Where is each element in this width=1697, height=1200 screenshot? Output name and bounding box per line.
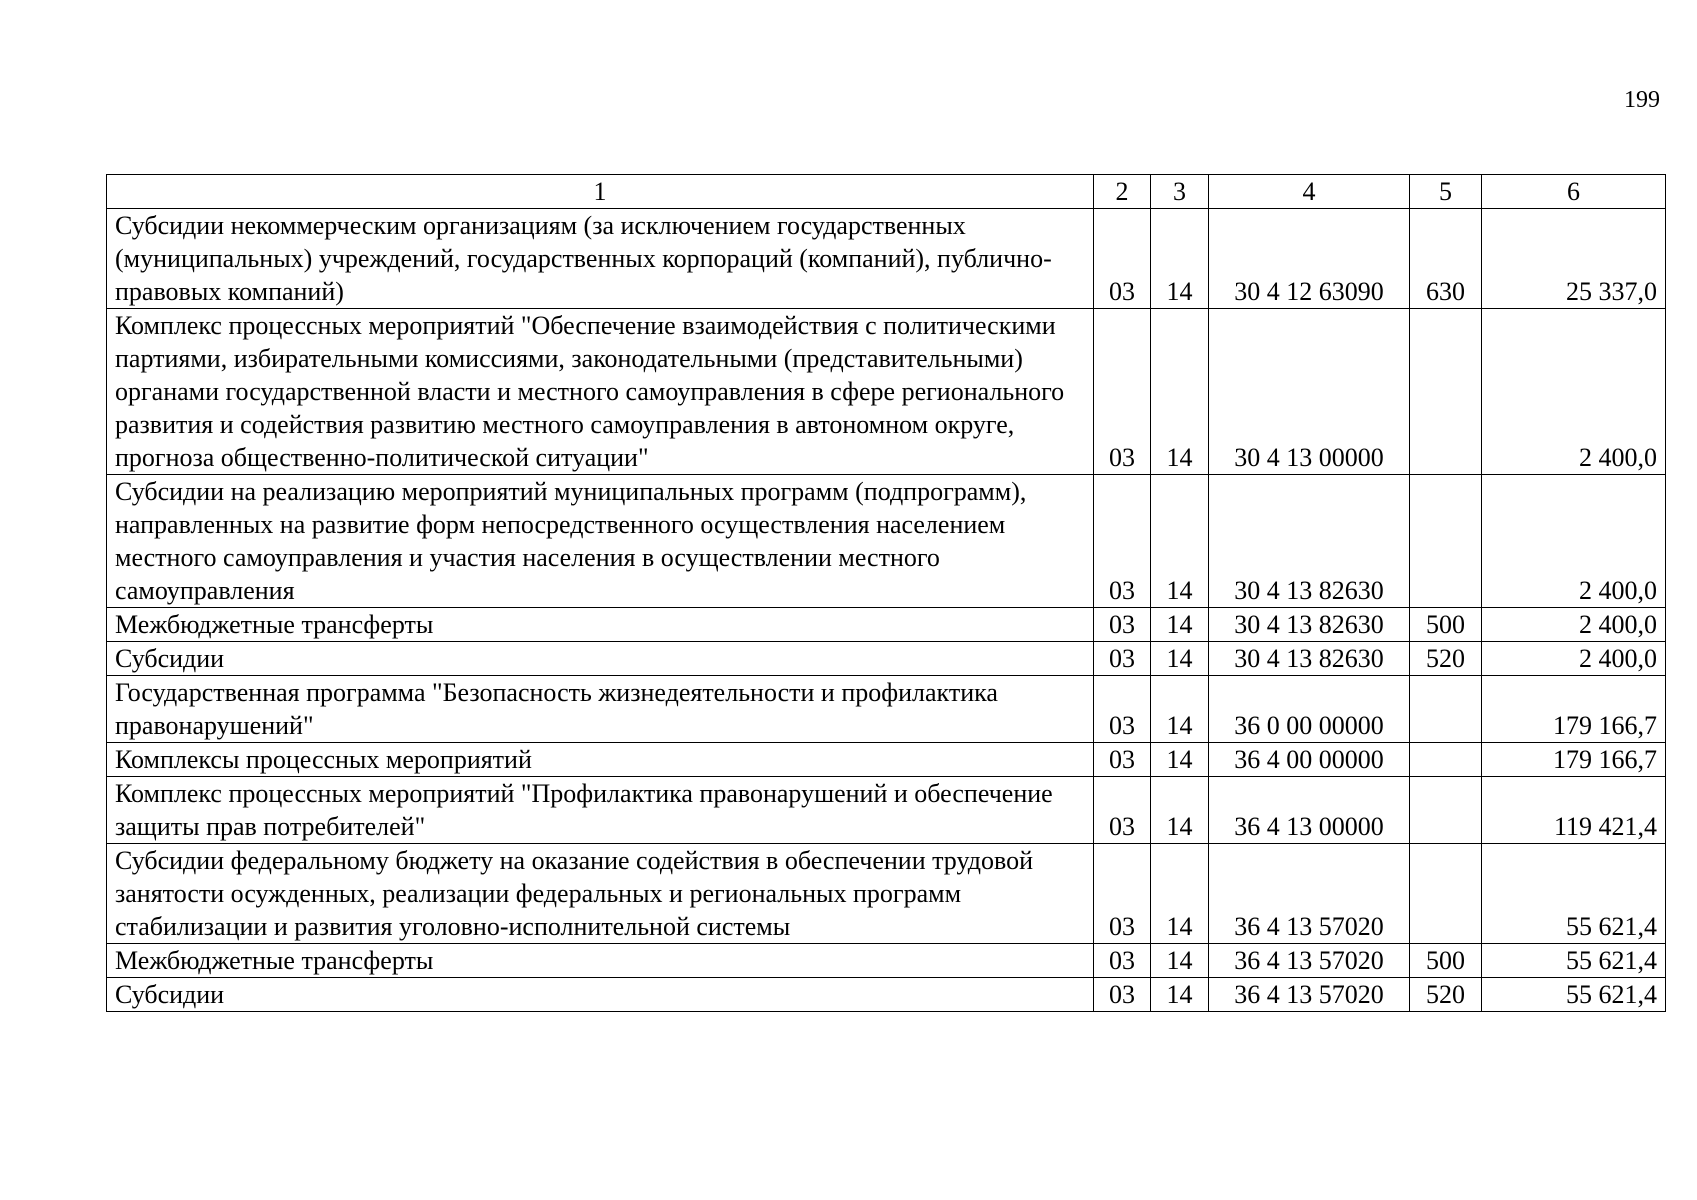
table-row xyxy=(107,608,1666,642)
expense-name: Комплекс процессных мероприятий "Профилактика правонарушений и обеспечение защиты прав потребителей" xyxy=(107,777,1094,844)
expense-name: Межбюджетные трансферты xyxy=(107,608,1094,642)
amount: 55 621,4 xyxy=(1482,978,1666,1012)
expense-type-code: 500 xyxy=(1410,944,1482,978)
target-article-code: 36 4 13 00000 xyxy=(1209,777,1410,844)
expense-type-code: 520 xyxy=(1410,978,1482,1012)
target-article-code: 30 4 13 00000 xyxy=(1209,309,1410,475)
section-code: 03 xyxy=(1094,676,1151,743)
amount: 2 400,0 xyxy=(1482,309,1666,475)
section-code: 03 xyxy=(1094,475,1151,608)
section-code: 03 xyxy=(1094,844,1151,944)
subsection-code: 14 xyxy=(1151,608,1209,642)
amount: 55 621,4 xyxy=(1482,844,1666,944)
expense-name: Субсидии на реализацию мероприятий муниципальных программ (подпрограмм), направленных на развитие форм непосредственного осуществления населением местного самоуправления и участия населения в осуществлении местного самоуправления xyxy=(107,475,1094,608)
table-row xyxy=(107,944,1666,978)
subsection-code: 14 xyxy=(1151,309,1209,475)
expense-type-code xyxy=(1410,475,1482,608)
expense-type-code: 630 xyxy=(1410,209,1482,309)
expense-type-code: 520 xyxy=(1410,642,1482,676)
subsection-code: 14 xyxy=(1151,844,1209,944)
target-article-code: 36 4 13 57020 xyxy=(1209,944,1410,978)
expense-type-code xyxy=(1410,676,1482,743)
table-row xyxy=(107,475,1666,608)
amount: 179 166,7 xyxy=(1482,743,1666,777)
expense-name: Государственная программа "Безопасность жизнедеятельности и профилактика правонарушений" xyxy=(107,676,1094,743)
table-row xyxy=(107,844,1666,944)
page-number: 199 xyxy=(1624,87,1660,113)
table-row xyxy=(107,777,1666,844)
column-header-2: 2 xyxy=(1094,175,1151,209)
expense-type-code xyxy=(1410,743,1482,777)
column-header-4: 4 xyxy=(1209,175,1410,209)
subsection-code: 14 xyxy=(1151,209,1209,309)
table-row xyxy=(107,309,1666,475)
column-header-3: 3 xyxy=(1151,175,1209,209)
expense-name: Комплексы процессных мероприятий xyxy=(107,743,1094,777)
section-code: 03 xyxy=(1094,309,1151,475)
subsection-code: 14 xyxy=(1151,978,1209,1012)
amount: 2 400,0 xyxy=(1482,608,1666,642)
column-header-1: 1 xyxy=(107,175,1094,209)
header-row xyxy=(107,175,1666,209)
target-article-code: 30 4 13 82630 xyxy=(1209,475,1410,608)
expense-name: Субсидии xyxy=(107,978,1094,1012)
section-code: 03 xyxy=(1094,743,1151,777)
table-row xyxy=(107,978,1666,1012)
amount: 179 166,7 xyxy=(1482,676,1666,743)
section-code: 03 xyxy=(1094,777,1151,844)
subsection-code: 14 xyxy=(1151,944,1209,978)
target-article-code: 30 4 12 63090 xyxy=(1209,209,1410,309)
amount: 2 400,0 xyxy=(1482,475,1666,608)
target-article-code: 36 4 13 57020 xyxy=(1209,844,1410,944)
section-code: 03 xyxy=(1094,608,1151,642)
table-row xyxy=(107,209,1666,309)
budget-table xyxy=(106,174,1666,1012)
column-header-6: 6 xyxy=(1482,175,1666,209)
expense-name: Межбюджетные трансферты xyxy=(107,944,1094,978)
subsection-code: 14 xyxy=(1151,475,1209,608)
amount: 25 337,0 xyxy=(1482,209,1666,309)
target-article-code: 30 4 13 82630 xyxy=(1209,608,1410,642)
table-row xyxy=(107,743,1666,777)
expense-type-code: 500 xyxy=(1410,608,1482,642)
expense-name: Комплекс процессных мероприятий "Обеспечение взаимодействия с политическими партиями, избирательными комиссиями, законодательными (представительными) органами государственной власти и местного самоуправления в сфере регионального развития и содействия развитию местного самоуправления в автономном округе, прогноза общественно-политической ситуации" xyxy=(107,309,1094,475)
subsection-code: 14 xyxy=(1151,676,1209,743)
expense-type-code xyxy=(1410,309,1482,475)
target-article-code: 36 4 13 57020 xyxy=(1209,978,1410,1012)
section-code: 03 xyxy=(1094,978,1151,1012)
subsection-code: 14 xyxy=(1151,743,1209,777)
amount: 55 621,4 xyxy=(1482,944,1666,978)
target-article-code: 30 4 13 82630 xyxy=(1209,642,1410,676)
section-code: 03 xyxy=(1094,209,1151,309)
expense-name: Субсидии федеральному бюджету на оказание содействия в обеспечении трудовой занятости осужденных, реализации федеральных и региональных программ стабилизации и развития уголовно-исполнительной системы xyxy=(107,844,1094,944)
target-article-code: 36 0 00 00000 xyxy=(1209,676,1410,743)
amount: 119 421,4 xyxy=(1482,777,1666,844)
subsection-code: 14 xyxy=(1151,642,1209,676)
expense-type-code xyxy=(1410,777,1482,844)
expense-name: Субсидии xyxy=(107,642,1094,676)
expense-type-code xyxy=(1410,844,1482,944)
column-header-5: 5 xyxy=(1410,175,1482,209)
subsection-code: 14 xyxy=(1151,777,1209,844)
expense-name: Субсидии некоммерческим организациям (за исключением государственных (муниципальных) учреждений, государственных корпораций (компаний), публично-правовых компаний) xyxy=(107,209,1094,309)
table-row xyxy=(107,676,1666,743)
amount: 2 400,0 xyxy=(1482,642,1666,676)
section-code: 03 xyxy=(1094,944,1151,978)
table-row xyxy=(107,642,1666,676)
section-code: 03 xyxy=(1094,642,1151,676)
target-article-code: 36 4 00 00000 xyxy=(1209,743,1410,777)
